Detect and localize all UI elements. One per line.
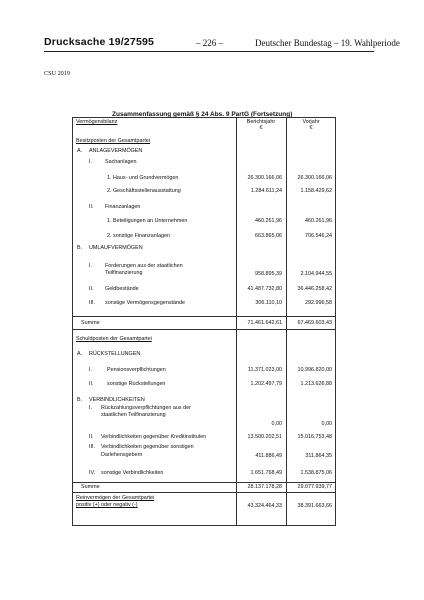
value-current: 1.284.611,24 (250, 188, 282, 194)
value-current: 13.500.202,51 (247, 434, 282, 440)
row-label: ANLAGEVERMÖGEN (89, 148, 143, 154)
value-prior: 36.446.258,42 (297, 286, 332, 292)
row-divider (73, 329, 335, 330)
value-current: 41.487.732,80 (247, 286, 282, 292)
column-header-prior: Vorjahr (302, 119, 320, 125)
row-marker: II. (89, 381, 94, 387)
row-divider (73, 492, 335, 493)
row-label: Finanzanlagen (105, 204, 141, 210)
column-header-label: Vermögensbilanz (76, 119, 118, 125)
row-label: Verbindlichkeiten gegenüber Kreditinstituten (101, 434, 207, 440)
assets-sum-prior: 67.469.603,43 (297, 320, 332, 326)
column-header-current: Berichtsjahr (246, 119, 276, 125)
value-prior: 706.546,24 (305, 233, 332, 239)
row-label: sonstige Rückstellungen (107, 381, 166, 387)
value-current: 306.110,10 (255, 300, 282, 306)
row-marker: B. (77, 397, 83, 403)
row-label: Darlehensgebern (101, 452, 143, 458)
value-current: 460.261,96 (255, 218, 282, 224)
row-label: 1. Haus- und Grundvermögen (107, 175, 179, 181)
assets-sum-label: Summe (81, 320, 100, 326)
row-marker: II. (89, 286, 94, 292)
value-current: 958.895,39 (255, 271, 282, 277)
column-header-current-unit: € (259, 125, 263, 131)
column-divider (286, 118, 287, 525)
net-assets-current: 43.324.464,33 (247, 503, 282, 509)
row-label: staatlichen Teilfinanzierung (101, 412, 166, 418)
column-divider (236, 118, 237, 525)
value-prior: 2.104.944,55 (300, 271, 332, 277)
value-prior: 460.261,96 (305, 218, 332, 224)
assets-heading: Besitzposten der Gesamtpartei (76, 138, 151, 144)
assets-sum-current: 71.461.642,61 (247, 320, 282, 326)
row-marker: III. (89, 300, 95, 306)
row-label: Forderungen aus der staatlichen (105, 263, 183, 269)
row-label: 1. Beteiligungen an Unternehmen (107, 218, 188, 224)
value-prior: 0,00 (321, 421, 332, 427)
value-prior: 1.213.626,88 (300, 381, 332, 387)
net-assets-prior: 38.391.663,66 (297, 503, 332, 509)
row-label: Pensionsverpflichtungen (107, 367, 166, 373)
row-marker: I. (89, 159, 92, 165)
value-current: 1.651.768,49 (250, 470, 282, 476)
parliament-period: Deutscher Bundestag – 19. Wahlperiode (255, 38, 400, 48)
row-marker: B. (77, 245, 83, 251)
row-label: Geldbestände (105, 286, 139, 292)
row-label: sonstige Verbindlichkeiten (101, 470, 164, 476)
value-current: 663.865,06 (255, 233, 282, 239)
value-current: 411.886,49 (255, 453, 282, 459)
row-marker: II. (89, 204, 94, 210)
value-prior: 311.864,35 (305, 453, 332, 459)
value-current: 26.300.166,06 (247, 175, 282, 181)
value-prior: 15.016.753,48 (297, 434, 332, 440)
document-number-value: 27595 (123, 36, 155, 48)
document-number-prefix: Drucksache 19/ (44, 36, 124, 48)
value-prior: 1.538.875,06 (300, 470, 332, 476)
row-divider (73, 482, 335, 483)
row-label: VERBINDLICHKEITEN (89, 397, 145, 403)
row-label: 2. Geschäftsstellenausstattung (107, 188, 181, 194)
liabilities-sum-prior: 29.077.939,77 (297, 484, 332, 490)
party-label: CSU 2019 (44, 70, 70, 77)
value-prior: 26.300.166,06 (297, 175, 332, 181)
header-rule (44, 51, 374, 52)
balance-sheet-table (72, 117, 336, 526)
value-current: 1.202.497,79 (250, 381, 282, 387)
row-label: Verbindlichkeiten gegenüber sonstigen (101, 444, 194, 450)
column-header-prior-unit: € (309, 125, 313, 131)
row-marker: IV. (89, 470, 96, 476)
row-marker: II. (89, 434, 94, 440)
row-label: Sachanlagen (105, 159, 137, 165)
row-label: 2. sonstige Finanzanlagen (107, 233, 170, 239)
document-number (44, 36, 154, 48)
liabilities-sum-label: Summe (81, 484, 100, 490)
section-title: Zusammenfassung gemäß § 24 Abs. 9 PartG (Fortsetzung) (112, 111, 293, 118)
value-prior: 1.158.429,62 (300, 188, 332, 194)
row-label: Rückzahlungsverpflichtungen aus der (101, 405, 191, 411)
row-label: UMLAUFVERMÖGEN (89, 245, 143, 251)
row-marker: III. (89, 444, 95, 450)
page-number: – 226 – (196, 38, 223, 48)
value-prior: 10.996.820,00 (297, 367, 332, 373)
row-marker: I. (89, 367, 92, 373)
net-assets-sublabel: positiv (+) oder negativ (-) (76, 502, 138, 508)
liabilities-heading: Schuldposten der Gesamtpartei (76, 336, 152, 342)
row-divider (73, 316, 335, 317)
row-label: RÜCKSTELLUNGEN (89, 351, 141, 357)
row-marker: I. (89, 263, 92, 269)
value-prior: 292.996,58 (305, 300, 332, 306)
liabilities-sum-current: 28.137.178,28 (247, 484, 282, 490)
row-marker: A. (77, 351, 83, 357)
net-assets-label: Reinvermögen der Gesamtpartei (76, 495, 155, 501)
row-label: sonstige Vermögensgegenstände (105, 300, 186, 306)
row-marker: A. (77, 148, 83, 154)
row-label: Teilfinanzierung (105, 270, 143, 276)
row-marker: I. (89, 405, 92, 411)
value-current: 11.371.023,00 (247, 367, 282, 373)
value-current: 0,00 (271, 421, 282, 427)
